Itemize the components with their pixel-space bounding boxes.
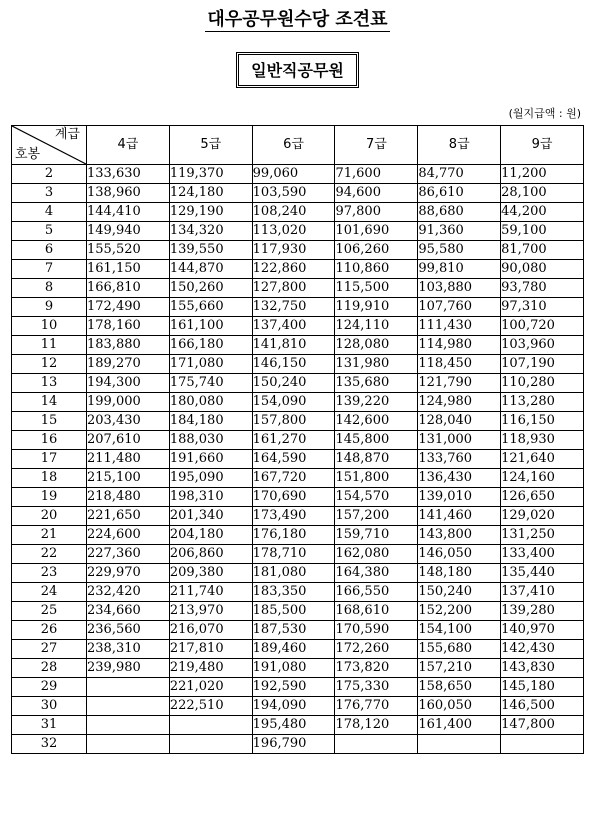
amount-cell: 140,970 — [501, 621, 584, 640]
amount-cell: 146,500 — [501, 697, 584, 716]
amount-cell: 160,050 — [418, 697, 501, 716]
amount-cell: 219,480 — [169, 659, 252, 678]
amount-cell: 91,360 — [418, 222, 501, 241]
amount-cell: 167,720 — [252, 469, 335, 488]
table-row — [12, 697, 584, 716]
amount-cell: 207,610 — [87, 431, 170, 450]
amount-cell: 187,530 — [252, 621, 335, 640]
amount-cell: 126,650 — [501, 488, 584, 507]
amount-cell: 164,590 — [252, 450, 335, 469]
amount-cell: 133,400 — [501, 545, 584, 564]
table-row — [12, 165, 584, 184]
amount-cell: 194,300 — [87, 374, 170, 393]
amount-cell: 139,550 — [169, 241, 252, 260]
amount-cell: 44,200 — [501, 203, 584, 222]
amount-cell: 117,930 — [252, 241, 335, 260]
amount-cell: 28,100 — [501, 184, 584, 203]
amount-cell: 147,800 — [501, 716, 584, 735]
step-cell: 11 — [12, 336, 87, 355]
amount-cell: 135,680 — [335, 374, 418, 393]
header-row — [12, 126, 584, 165]
amount-cell: 159,710 — [335, 526, 418, 545]
amount-cell: 119,370 — [169, 165, 252, 184]
step-cell: 12 — [12, 355, 87, 374]
amount-cell: 222,510 — [169, 697, 252, 716]
amount-cell: 183,350 — [252, 583, 335, 602]
amount-cell: 108,240 — [252, 203, 335, 222]
table-row — [12, 279, 584, 298]
amount-cell: 142,600 — [335, 412, 418, 431]
amount-cell: 129,020 — [501, 507, 584, 526]
amount-cell: 217,810 — [169, 640, 252, 659]
table-row — [12, 602, 584, 621]
step-cell: 3 — [12, 184, 87, 203]
table-body — [12, 165, 584, 754]
amount-cell — [87, 735, 170, 754]
table-row — [12, 298, 584, 317]
amount-cell: 209,380 — [169, 564, 252, 583]
amount-cell: 168,610 — [335, 602, 418, 621]
amount-cell: 191,660 — [169, 450, 252, 469]
amount-cell — [169, 716, 252, 735]
amount-cell — [501, 735, 584, 754]
amount-cell: 216,070 — [169, 621, 252, 640]
amount-cell: 189,270 — [87, 355, 170, 374]
amount-cell: 145,800 — [335, 431, 418, 450]
amount-cell: 118,450 — [418, 355, 501, 374]
amount-cell: 114,980 — [418, 336, 501, 355]
step-cell: 8 — [12, 279, 87, 298]
amount-cell: 176,180 — [252, 526, 335, 545]
amount-cell: 157,800 — [252, 412, 335, 431]
amount-cell: 221,650 — [87, 507, 170, 526]
amount-cell: 204,180 — [169, 526, 252, 545]
amount-cell: 131,250 — [501, 526, 584, 545]
amount-cell: 124,160 — [501, 469, 584, 488]
amount-cell: 195,090 — [169, 469, 252, 488]
amount-cell: 139,010 — [418, 488, 501, 507]
amount-cell — [335, 735, 418, 754]
amount-cell: 150,240 — [252, 374, 335, 393]
amount-cell: 213,970 — [169, 602, 252, 621]
amount-cell: 135,440 — [501, 564, 584, 583]
amount-cell: 90,080 — [501, 260, 584, 279]
amount-cell: 183,880 — [87, 336, 170, 355]
table-row — [12, 336, 584, 355]
step-cell: 9 — [12, 298, 87, 317]
allowance-table — [11, 125, 584, 754]
amount-cell: 164,380 — [335, 564, 418, 583]
amount-cell: 203,430 — [87, 412, 170, 431]
amount-cell: 133,760 — [418, 450, 501, 469]
amount-cell: 151,800 — [335, 469, 418, 488]
table-row — [12, 545, 584, 564]
grade-header: 9급 — [501, 126, 584, 165]
amount-cell: 107,190 — [501, 355, 584, 374]
page-title — [0, 5, 595, 31]
amount-cell: 196,790 — [252, 735, 335, 754]
step-cell: 29 — [12, 678, 87, 697]
amount-cell: 155,660 — [169, 298, 252, 317]
amount-cell: 84,770 — [418, 165, 501, 184]
step-cell: 4 — [12, 203, 87, 222]
grade-header: 5급 — [169, 126, 252, 165]
amount-cell: 100,720 — [501, 317, 584, 336]
table-row — [12, 678, 584, 697]
table-row — [12, 640, 584, 659]
table-row — [12, 260, 584, 279]
amount-cell: 170,690 — [252, 488, 335, 507]
amount-cell: 224,600 — [87, 526, 170, 545]
amount-cell: 88,680 — [418, 203, 501, 222]
amount-cell: 154,570 — [335, 488, 418, 507]
amount-cell: 71,600 — [335, 165, 418, 184]
step-cell: 16 — [12, 431, 87, 450]
amount-cell: 131,980 — [335, 355, 418, 374]
table-row — [12, 374, 584, 393]
amount-cell: 124,110 — [335, 317, 418, 336]
amount-cell: 178,160 — [87, 317, 170, 336]
amount-cell: 162,080 — [335, 545, 418, 564]
amount-cell: 97,310 — [501, 298, 584, 317]
corner-grade-label: 계급 — [54, 127, 80, 142]
table-row — [12, 583, 584, 602]
step-cell: 30 — [12, 697, 87, 716]
amount-cell: 161,150 — [87, 260, 170, 279]
amount-cell: 59,100 — [501, 222, 584, 241]
step-cell: 5 — [12, 222, 87, 241]
amount-cell: 138,960 — [87, 184, 170, 203]
amount-cell: 152,200 — [418, 602, 501, 621]
amount-cell: 150,260 — [169, 279, 252, 298]
table-row — [12, 450, 584, 469]
step-cell: 17 — [12, 450, 87, 469]
table-row — [12, 507, 584, 526]
amount-cell: 132,750 — [252, 298, 335, 317]
amount-cell — [87, 697, 170, 716]
subtitle-wrapper — [0, 52, 595, 88]
amount-cell: 232,420 — [87, 583, 170, 602]
amount-cell: 113,020 — [252, 222, 335, 241]
amount-cell: 128,040 — [418, 412, 501, 431]
amount-cell: 93,780 — [501, 279, 584, 298]
amount-cell: 161,400 — [418, 716, 501, 735]
amount-cell: 188,030 — [169, 431, 252, 450]
amount-cell: 11,200 — [501, 165, 584, 184]
amount-cell: 121,640 — [501, 450, 584, 469]
table-row — [12, 412, 584, 431]
amount-cell: 218,480 — [87, 488, 170, 507]
amount-cell: 143,830 — [501, 659, 584, 678]
step-cell: 18 — [12, 469, 87, 488]
amount-cell: 184,180 — [169, 412, 252, 431]
amount-cell: 155,680 — [418, 640, 501, 659]
amount-cell: 144,410 — [87, 203, 170, 222]
step-cell: 19 — [12, 488, 87, 507]
amount-cell: 170,590 — [335, 621, 418, 640]
table-row — [12, 393, 584, 412]
amount-cell: 157,210 — [418, 659, 501, 678]
amount-cell: 119,910 — [335, 298, 418, 317]
amount-cell — [87, 678, 170, 697]
amount-cell: 137,400 — [252, 317, 335, 336]
table-row — [12, 735, 584, 754]
table-row — [12, 659, 584, 678]
table-row — [12, 241, 584, 260]
amount-cell: 101,690 — [335, 222, 418, 241]
amount-cell: 110,280 — [501, 374, 584, 393]
amount-cell — [87, 716, 170, 735]
corner-header — [12, 126, 87, 165]
amount-cell: 171,080 — [169, 355, 252, 374]
category-box: 일반직공무원 — [236, 52, 359, 88]
step-cell: 31 — [12, 716, 87, 735]
unit-note: (월지급액 : 원) — [508, 107, 581, 120]
table-row — [12, 469, 584, 488]
amount-cell: 173,820 — [335, 659, 418, 678]
amount-cell: 143,800 — [418, 526, 501, 545]
grade-header: 6급 — [252, 126, 335, 165]
amount-cell: 192,590 — [252, 678, 335, 697]
amount-cell: 206,860 — [169, 545, 252, 564]
amount-cell: 199,000 — [87, 393, 170, 412]
amount-cell: 142,430 — [501, 640, 584, 659]
table-row — [12, 564, 584, 583]
amount-cell: 86,610 — [418, 184, 501, 203]
amount-cell: 129,190 — [169, 203, 252, 222]
table-row — [12, 355, 584, 374]
amount-cell: 172,490 — [87, 298, 170, 317]
amount-cell: 131,000 — [418, 431, 501, 450]
amount-cell: 154,090 — [252, 393, 335, 412]
amount-cell: 211,740 — [169, 583, 252, 602]
amount-cell: 239,980 — [87, 659, 170, 678]
amount-cell: 198,310 — [169, 488, 252, 507]
amount-cell: 116,150 — [501, 412, 584, 431]
step-cell: 10 — [12, 317, 87, 336]
amount-cell: 180,080 — [169, 393, 252, 412]
amount-cell: 148,870 — [335, 450, 418, 469]
amount-cell: 238,310 — [87, 640, 170, 659]
step-cell: 27 — [12, 640, 87, 659]
step-cell: 13 — [12, 374, 87, 393]
amount-cell: 175,740 — [169, 374, 252, 393]
amount-cell: 134,320 — [169, 222, 252, 241]
amount-cell: 97,800 — [335, 203, 418, 222]
amount-cell: 146,150 — [252, 355, 335, 374]
amount-cell: 166,180 — [169, 336, 252, 355]
amount-cell: 121,790 — [418, 374, 501, 393]
step-cell: 26 — [12, 621, 87, 640]
amount-cell: 145,180 — [501, 678, 584, 697]
step-cell: 22 — [12, 545, 87, 564]
amount-cell: 181,080 — [252, 564, 335, 583]
amount-cell: 128,080 — [335, 336, 418, 355]
table-row — [12, 222, 584, 241]
step-cell: 2 — [12, 165, 87, 184]
amount-cell: 161,100 — [169, 317, 252, 336]
amount-cell: 115,500 — [335, 279, 418, 298]
amount-cell: 146,050 — [418, 545, 501, 564]
amount-cell: 122,860 — [252, 260, 335, 279]
amount-cell: 81,700 — [501, 241, 584, 260]
amount-cell: 99,060 — [252, 165, 335, 184]
amount-cell: 166,810 — [87, 279, 170, 298]
amount-cell: 194,090 — [252, 697, 335, 716]
step-cell: 14 — [12, 393, 87, 412]
title-text: 대우공무원수당 조견표 — [207, 9, 388, 30]
step-cell: 21 — [12, 526, 87, 545]
amount-cell: 215,100 — [87, 469, 170, 488]
amount-cell: 185,500 — [252, 602, 335, 621]
amount-cell: 124,180 — [169, 184, 252, 203]
amount-cell: 161,270 — [252, 431, 335, 450]
amount-cell: 189,460 — [252, 640, 335, 659]
amount-cell: 141,460 — [418, 507, 501, 526]
amount-cell: 155,520 — [87, 241, 170, 260]
amount-cell: 149,940 — [87, 222, 170, 241]
amount-cell: 103,960 — [501, 336, 584, 355]
step-cell: 25 — [12, 602, 87, 621]
amount-cell: 139,280 — [501, 602, 584, 621]
step-cell: 23 — [12, 564, 87, 583]
step-cell: 28 — [12, 659, 87, 678]
step-cell: 20 — [12, 507, 87, 526]
amount-cell: 201,340 — [169, 507, 252, 526]
amount-cell: 195,480 — [252, 716, 335, 735]
amount-cell: 154,100 — [418, 621, 501, 640]
table-row — [12, 621, 584, 640]
table-row — [12, 431, 584, 450]
table-row — [12, 488, 584, 507]
amount-cell: 113,280 — [501, 393, 584, 412]
amount-cell: 157,200 — [335, 507, 418, 526]
table-row — [12, 716, 584, 735]
step-cell: 15 — [12, 412, 87, 431]
table-row — [12, 526, 584, 545]
amount-cell: 124,980 — [418, 393, 501, 412]
step-cell: 32 — [12, 735, 87, 754]
amount-cell: 236,560 — [87, 621, 170, 640]
amount-cell: 234,660 — [87, 602, 170, 621]
amount-cell: 150,240 — [418, 583, 501, 602]
amount-cell: 133,630 — [87, 165, 170, 184]
grade-header: 8급 — [418, 126, 501, 165]
amount-cell: 172,260 — [335, 640, 418, 659]
grade-header: 7급 — [335, 126, 418, 165]
amount-cell: 178,120 — [335, 716, 418, 735]
amount-cell: 191,080 — [252, 659, 335, 678]
grade-header: 4급 — [87, 126, 170, 165]
amount-cell: 106,260 — [335, 241, 418, 260]
amount-cell: 111,430 — [418, 317, 501, 336]
amount-cell: 175,330 — [335, 678, 418, 697]
amount-cell: 136,430 — [418, 469, 501, 488]
amount-cell: 178,710 — [252, 545, 335, 564]
amount-cell — [418, 735, 501, 754]
amount-cell: 144,870 — [169, 260, 252, 279]
amount-cell — [169, 735, 252, 754]
amount-cell: 139,220 — [335, 393, 418, 412]
amount-cell: 110,860 — [335, 260, 418, 279]
amount-cell: 221,020 — [169, 678, 252, 697]
amount-cell: 166,550 — [335, 583, 418, 602]
step-cell: 24 — [12, 583, 87, 602]
amount-cell: 148,180 — [418, 564, 501, 583]
amount-cell: 103,590 — [252, 184, 335, 203]
amount-cell: 176,770 — [335, 697, 418, 716]
amount-cell: 94,600 — [335, 184, 418, 203]
table-row — [12, 317, 584, 336]
step-cell: 7 — [12, 260, 87, 279]
amount-cell: 103,880 — [418, 279, 501, 298]
amount-cell: 141,810 — [252, 336, 335, 355]
table-row — [12, 203, 584, 222]
amount-cell: 107,760 — [418, 298, 501, 317]
amount-cell: 137,410 — [501, 583, 584, 602]
amount-cell: 95,580 — [418, 241, 501, 260]
amount-cell: 158,650 — [418, 678, 501, 697]
corner-step-label: 호봉 — [15, 147, 41, 162]
amount-cell: 173,490 — [252, 507, 335, 526]
amount-cell: 229,970 — [87, 564, 170, 583]
amount-cell: 118,930 — [501, 431, 584, 450]
table-row — [12, 184, 584, 203]
amount-cell: 127,800 — [252, 279, 335, 298]
amount-cell: 99,810 — [418, 260, 501, 279]
amount-cell: 211,480 — [87, 450, 170, 469]
step-cell: 6 — [12, 241, 87, 260]
amount-cell: 227,360 — [87, 545, 170, 564]
